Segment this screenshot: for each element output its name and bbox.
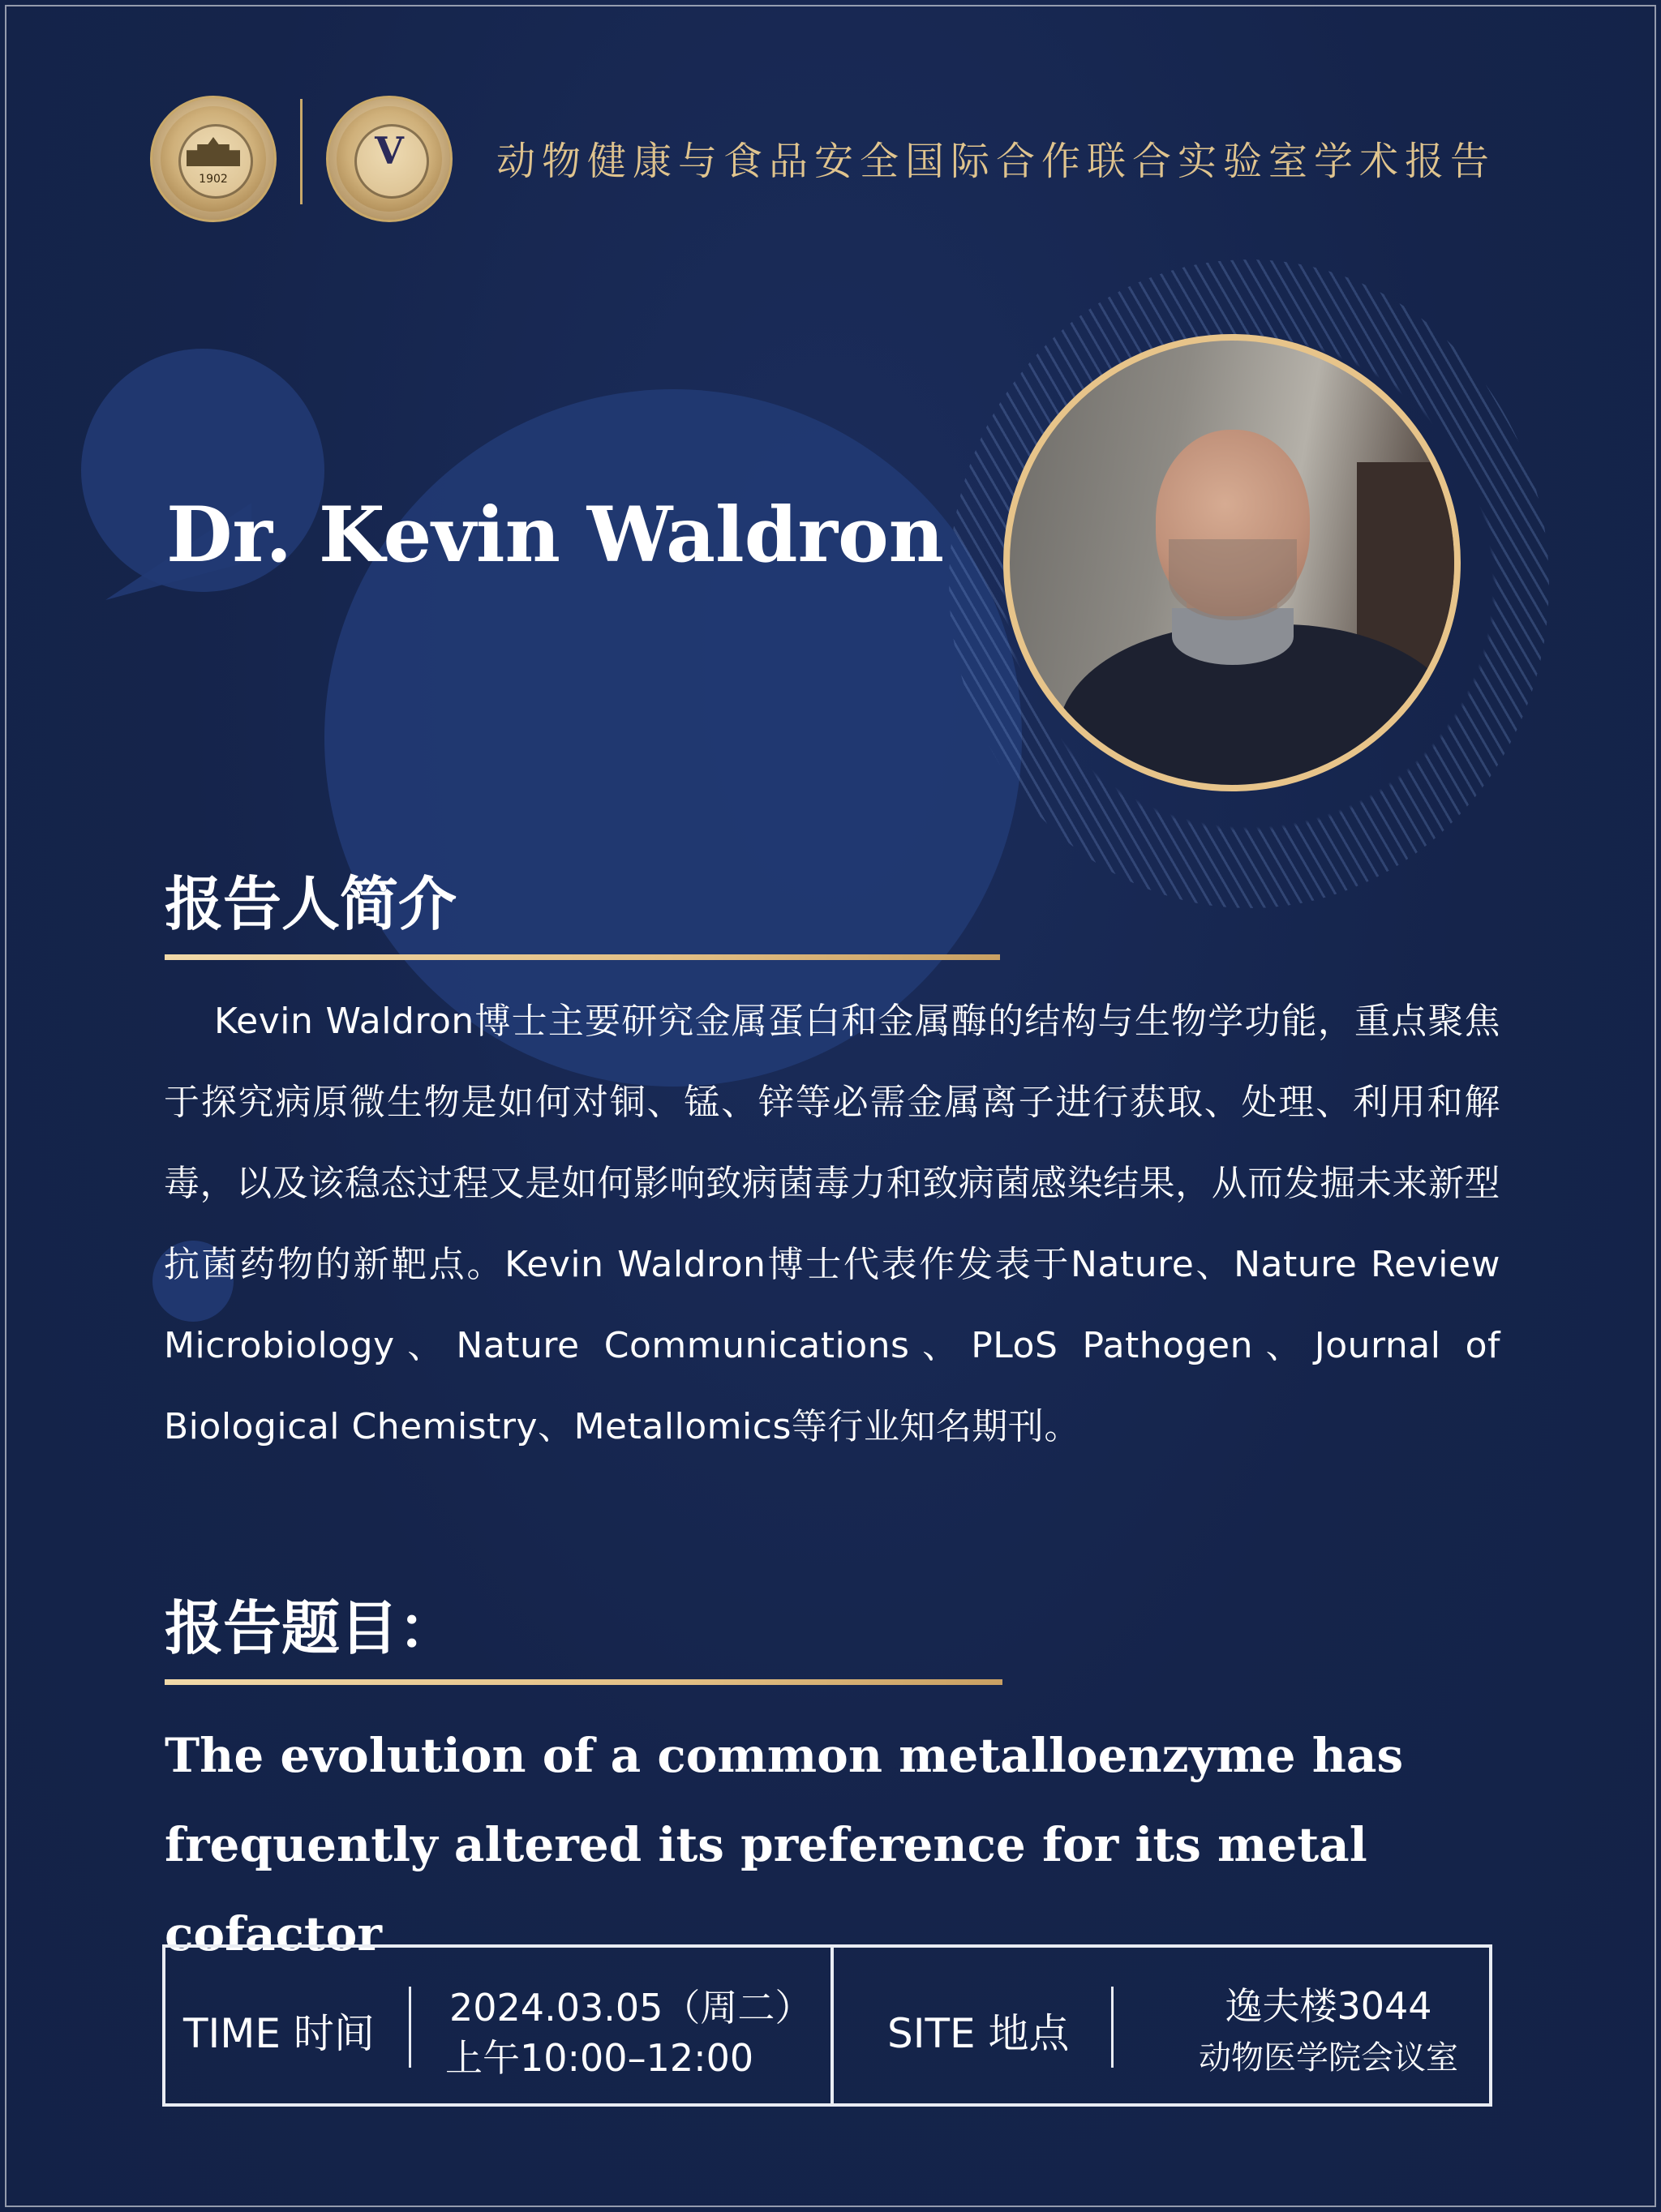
bio-text: Kevin Waldron博士主要研究金属蛋白和金属酶的结构与生物学功能，重点聚焦于探究病原微生物是如何对铜、锰、锌等必需金属离子进行获取、处理、利用和解毒，以及该稳态过程又是如何影响致病菌毒力和致病菌感染结果，从而发掘未来新型抗菌药物的新靶点。Kevin Waldron博士代表作发表于Nature、Nature Review Microbiology、Nature Communications、PLoS Pathogen、Journal of Biological Chemistry、Metallomics等行业知名期刊。 [164, 1001, 1500, 1447]
bio-heading-rule [165, 954, 1000, 960]
logo-divider [300, 99, 303, 204]
talk-title: The evolution of a common metalloenzyme has frequently altered its preference for its metal cofactor [165, 1728, 1404, 1961]
speaker-name: Dr. Kevin Waldron [166, 491, 945, 580]
event-time: 上午10:00–12:00 [445, 2036, 754, 2080]
logo-year: 1902 [199, 173, 228, 186]
v-emblem-icon: V [375, 129, 404, 173]
bio-heading: 报告人简介 [165, 869, 457, 938]
time-label: TIME 时间 [183, 2010, 375, 2057]
site-building: 逸夫楼3044 [1225, 1984, 1432, 2028]
talk-heading: 报告题目： [165, 1593, 457, 1662]
talk-heading-rule [165, 1679, 1002, 1685]
info-box-divider [830, 1948, 834, 2103]
site-separator [1111, 1987, 1114, 2068]
info-box [162, 1944, 1492, 2107]
veterinary-college-logo-icon [326, 96, 453, 222]
header-title: 动物健康与食品安全国际合作联合实验室学术报告 [496, 139, 1496, 184]
event-date: 2024.03.05（周二） [449, 1986, 813, 2030]
university-logo-icon [150, 96, 277, 222]
time-separator [409, 1987, 411, 2068]
site-label: SITE 地点 [887, 2010, 1070, 2057]
speaker-portrait [1003, 334, 1461, 791]
site-room: 动物医学院会议室 [1199, 2039, 1458, 2077]
